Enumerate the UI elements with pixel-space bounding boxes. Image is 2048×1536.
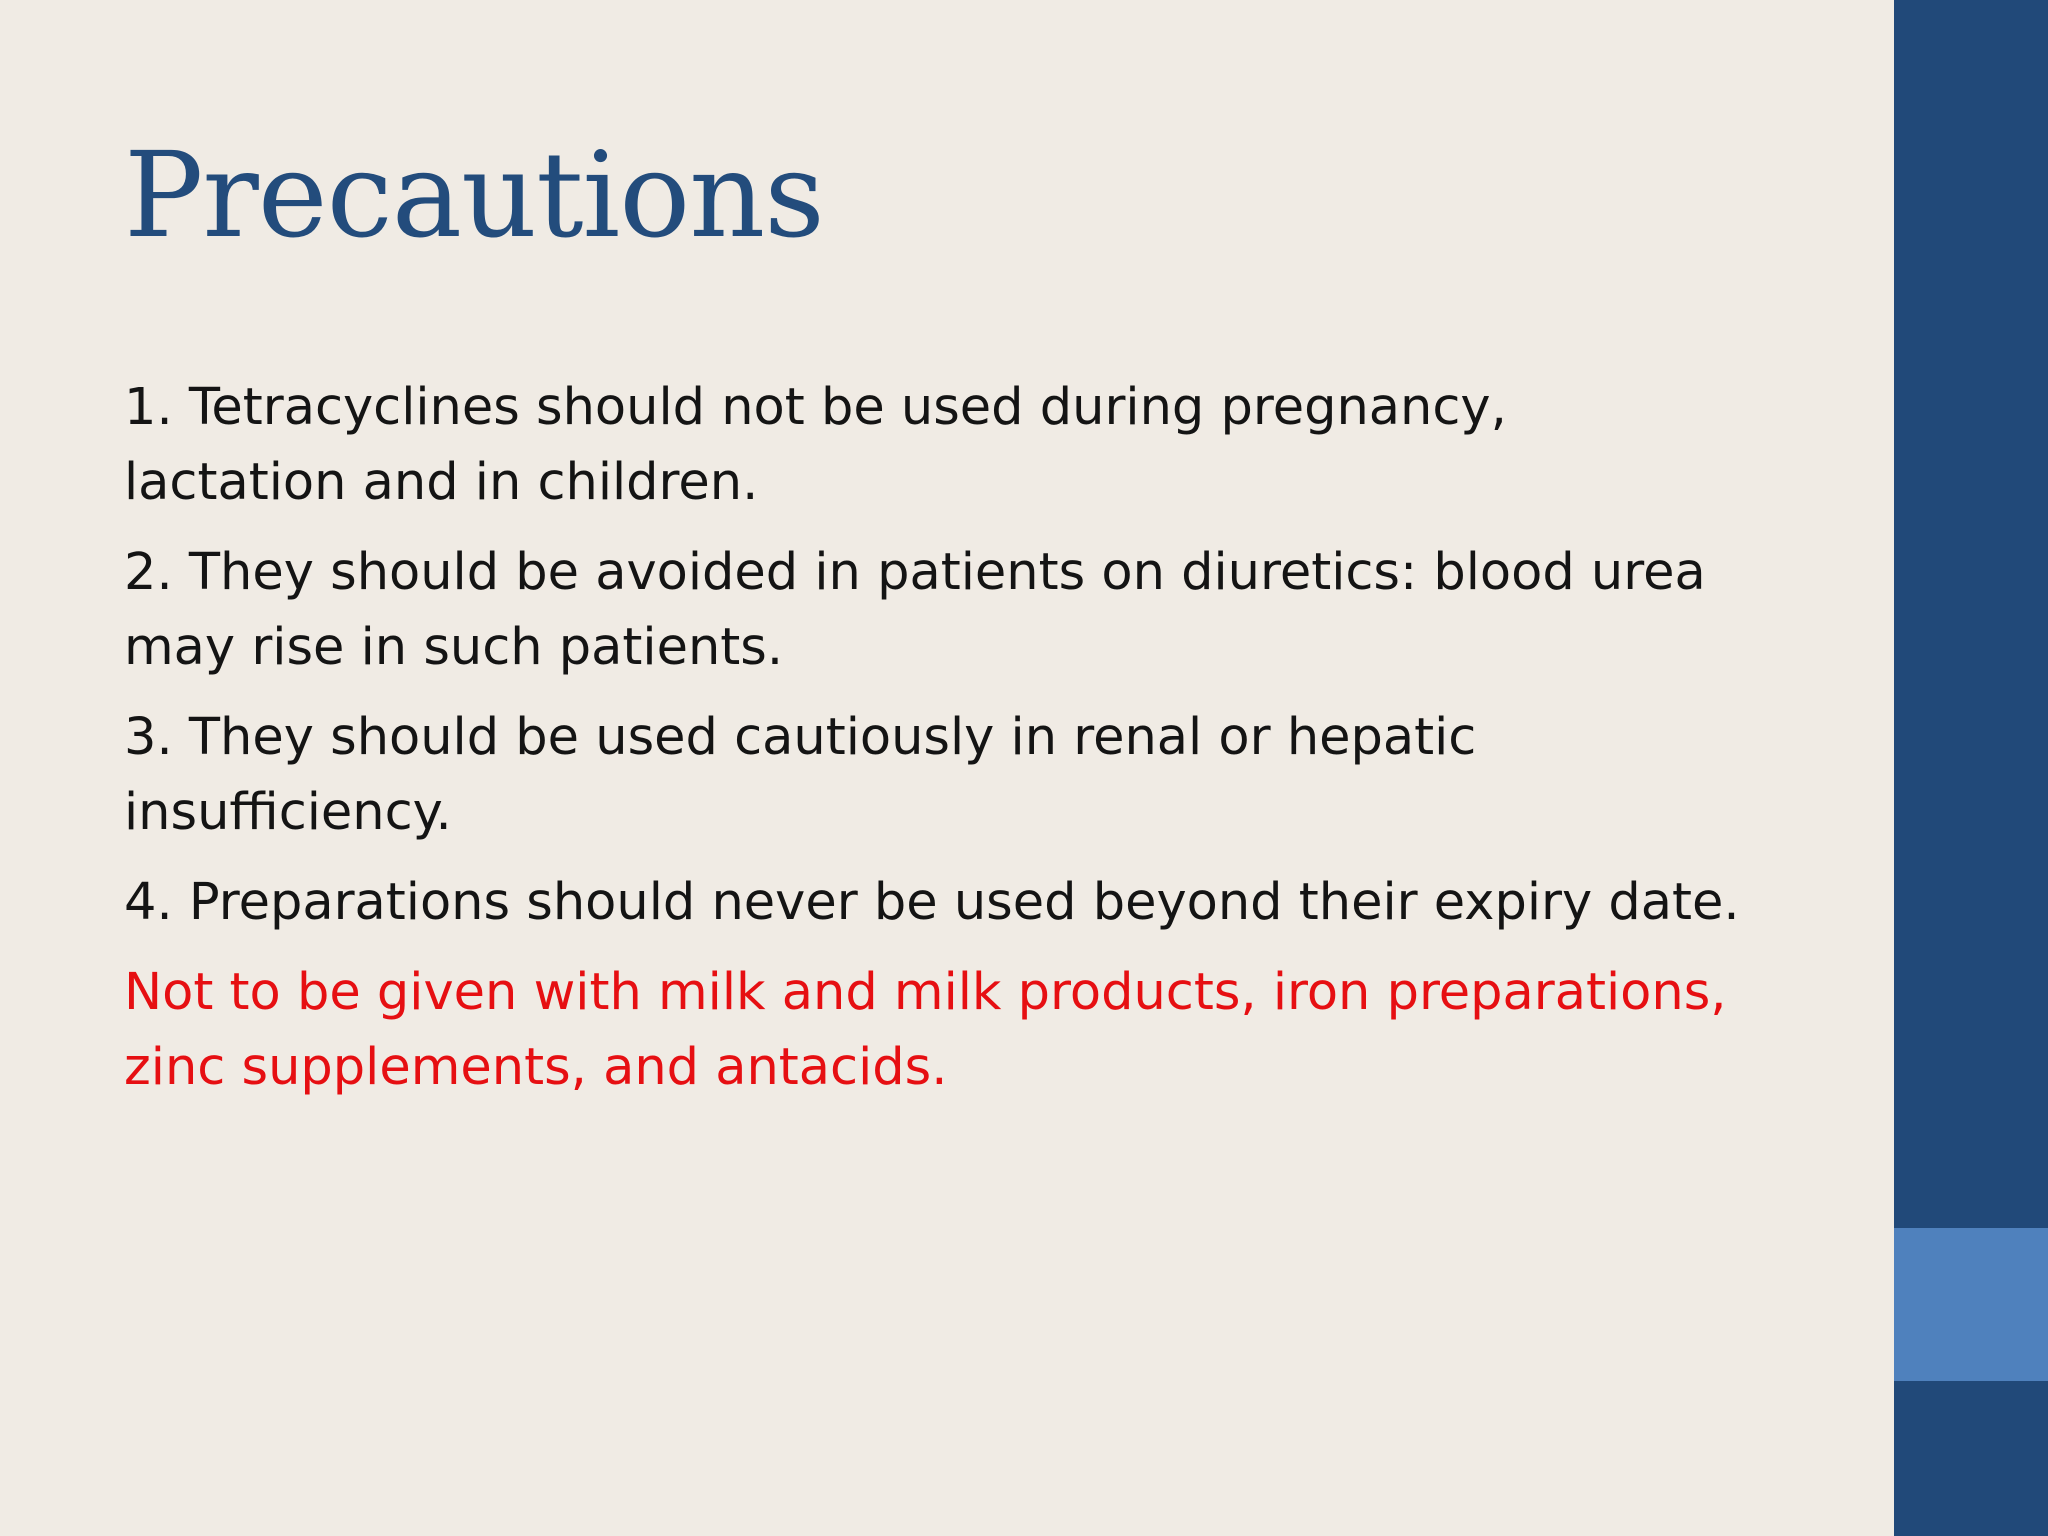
precaution-item-1: 1. Tetracyclines should not be used during pregnancy, lactation and in children. bbox=[124, 378, 1507, 512]
slide-content bbox=[124, 370, 1744, 1120]
precaution-item-4: 4. Preparations should never be used beyond their expiry date. bbox=[124, 873, 1740, 932]
slide-title: Precautions bbox=[124, 126, 824, 264]
precaution-item-2: 2. They should be avoided in patients on diuretics: blood urea may rise in such patients. bbox=[124, 543, 1706, 677]
side-accent-block bbox=[1894, 1228, 2048, 1381]
precaution-item-3: 3. They should be used cautiously in renal or hepatic insufficiency. bbox=[124, 708, 1477, 842]
warning-note: Not to be given with milk and milk products, iron preparations, zinc supplements, and antacids. bbox=[124, 963, 1727, 1097]
